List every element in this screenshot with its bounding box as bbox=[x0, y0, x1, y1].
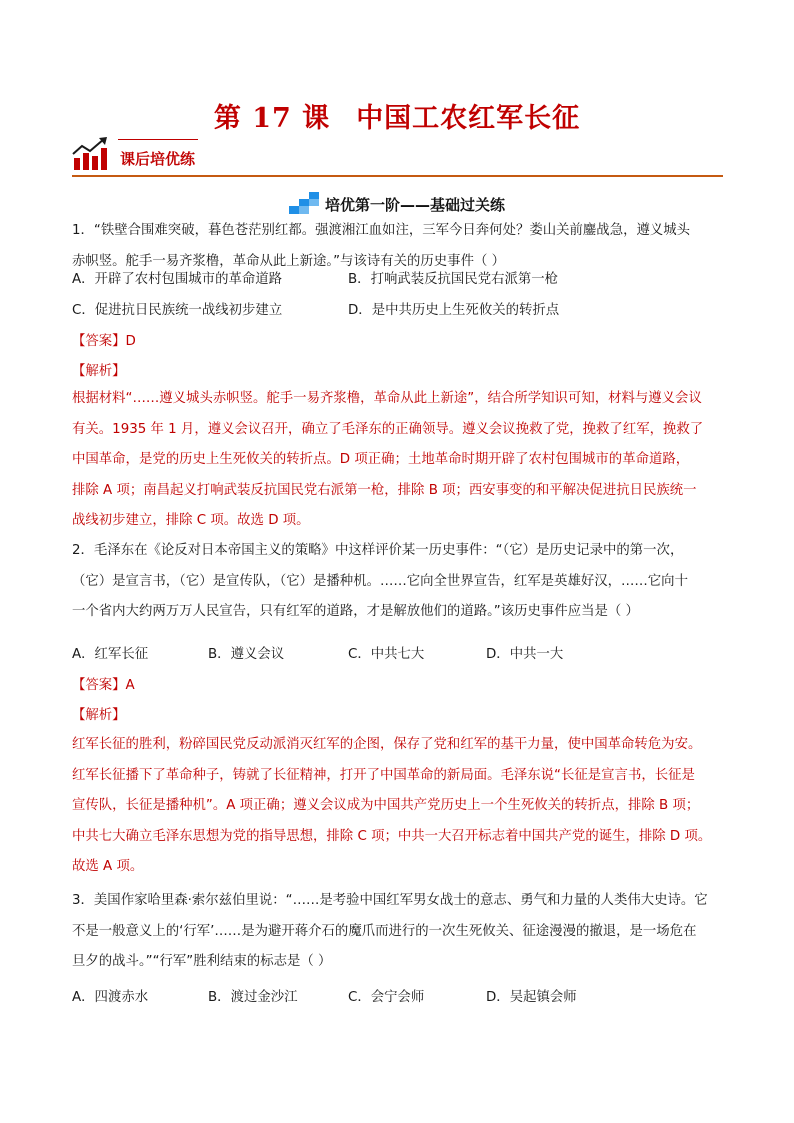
growth-chart-icon bbox=[72, 136, 108, 172]
option-c[interactable]: C．中共七大 bbox=[348, 647, 425, 662]
tier-heading bbox=[0, 192, 794, 215]
stem-line: 1．“铁壁合围难突破，暮色苍茫别红都。强渡湘江血如注，三军今日奔何处？娄山关前鏖战急，遵义城头 bbox=[72, 223, 691, 238]
section-divider bbox=[72, 175, 723, 177]
analysis-line: 战线初步建立，排除 C 项。故选 D 项。 bbox=[72, 513, 310, 528]
analysis-line: 中共七大确立毛泽东思想为党的指导思想，排除 C 项；中共一大召开标志着中国共产党的诞生，排除 D 项。 bbox=[72, 828, 712, 844]
answer-1: 【答案】D bbox=[72, 334, 136, 349]
option-c[interactable]: C．促进抗日民族统一战线初步建立 bbox=[72, 303, 283, 318]
analysis-line: 根据材料“……遵义城头赤帜竖。舵手一易齐浆橹，革命从此上新途”，结合所学知识可知，材料与遵义会议 bbox=[72, 391, 702, 406]
section-top-line bbox=[118, 139, 198, 140]
analysis-line: 故选 A 项。 bbox=[72, 859, 144, 874]
lesson-number: 第 17 课 bbox=[213, 103, 331, 134]
section-label: 课后培优练 bbox=[120, 150, 196, 168]
analysis-line: 红军长征播下了革命种子，铸就了长征精神，打开了中国革命的新局面。毛泽东说“长征是宣言书，长征是 bbox=[72, 767, 695, 783]
question-3-stem bbox=[72, 886, 726, 978]
option-b[interactable]: B．打响武装反抗国民党右派第一枪 bbox=[348, 272, 559, 287]
option-b[interactable]: B．遵义会议 bbox=[208, 647, 285, 662]
option-a[interactable]: A．四渡赤水 bbox=[72, 990, 149, 1005]
analysis-label-2: 【解析】 bbox=[72, 708, 126, 723]
stem-line: 赤帜竖。舵手一易齐浆橹，革命从此上新途。”与该诗有关的历史事件（ ） bbox=[72, 253, 505, 269]
option-a[interactable]: A．开辟了农村包围城市的革命道路 bbox=[72, 272, 283, 287]
question-2-options bbox=[72, 643, 726, 673]
answer-2: 【答案】A bbox=[72, 678, 135, 693]
option-a[interactable]: A．红军长征 bbox=[72, 647, 149, 662]
analysis-line: 中国革命，是党的历史上生死攸关的转折点。D 项正确；土地革命时期开辟了农村包围城市的革命道路， bbox=[72, 452, 690, 467]
lesson-title bbox=[0, 96, 794, 135]
question-3-options bbox=[72, 986, 726, 1016]
question-2-stem bbox=[72, 536, 726, 628]
analysis-1 bbox=[72, 384, 726, 537]
analysis-label-1: 【解析】 bbox=[72, 364, 126, 379]
lesson-name: 中国工农红军长征 bbox=[356, 103, 581, 134]
stairs-icon bbox=[289, 192, 319, 214]
question-1-options bbox=[72, 268, 726, 328]
stem-line: 2．毛泽东在《论反对日本帝国主义的策略》中这样评价某一历史事件：“（它）是历史记录中的第一次， bbox=[72, 543, 684, 558]
analysis-line: 有关。1935 年 1 月，遵义会议召开，确立了毛泽东的正确领导。遵义会议挽救了党，挽救了红军，挽救了 bbox=[72, 421, 704, 437]
option-d[interactable]: D．中共一大 bbox=[486, 647, 564, 662]
analysis-line: 排除 A 项；南昌起义打响武装反抗国民党右派第一枪，排除 B 项；西安事变的和平解决促进抗日民族统一 bbox=[72, 482, 697, 498]
stem-line: （它）是宣言书，（它）是宣传队，（它）是播种机。……它向全世界宣告，红军是英雄好汉，……它向十 bbox=[72, 573, 688, 589]
stem-line: 旦夕的战斗。”“行军”胜利结束的标志是（ ） bbox=[72, 954, 332, 969]
stem-line: 不是一般意义上的‘行军’……是为避开蒋介石的魔爪而进行的一次生死攸关、征途漫漫的撤退，是一场危在 bbox=[72, 923, 697, 939]
analysis-line: 宣传队，长征是播种机”。A 项正确；遵义会议成为中国共产党历史上一个生死攸关的转折点，排除 B 项； bbox=[72, 798, 700, 813]
option-d[interactable]: D．是中共历史上生死攸关的转折点 bbox=[348, 303, 560, 318]
analysis-line: 红军长征的胜利，粉碎国民党反动派消灭红军的企图，保存了党和红军的基干力量，使中国革命转危为安。 bbox=[72, 737, 702, 752]
option-b[interactable]: B．渡过金沙江 bbox=[208, 990, 298, 1005]
option-d[interactable]: D．吴起镇会师 bbox=[486, 990, 577, 1005]
stem-line: 一个省内大约两万万人民宣告，只有红军的道路，才是解放他们的道路。”该历史事件应当是（ ） bbox=[72, 604, 639, 619]
stem-line: 3．美国作家哈里森·索尔兹伯里说：“……是考验中国红军男女战士的意志、勇气和力量的人类伟大史诗。它 bbox=[72, 893, 708, 908]
tier-label: 培优第一阶——基础过关练 bbox=[324, 196, 505, 214]
analysis-2 bbox=[72, 730, 726, 883]
option-c[interactable]: C．会宁会师 bbox=[348, 990, 425, 1005]
